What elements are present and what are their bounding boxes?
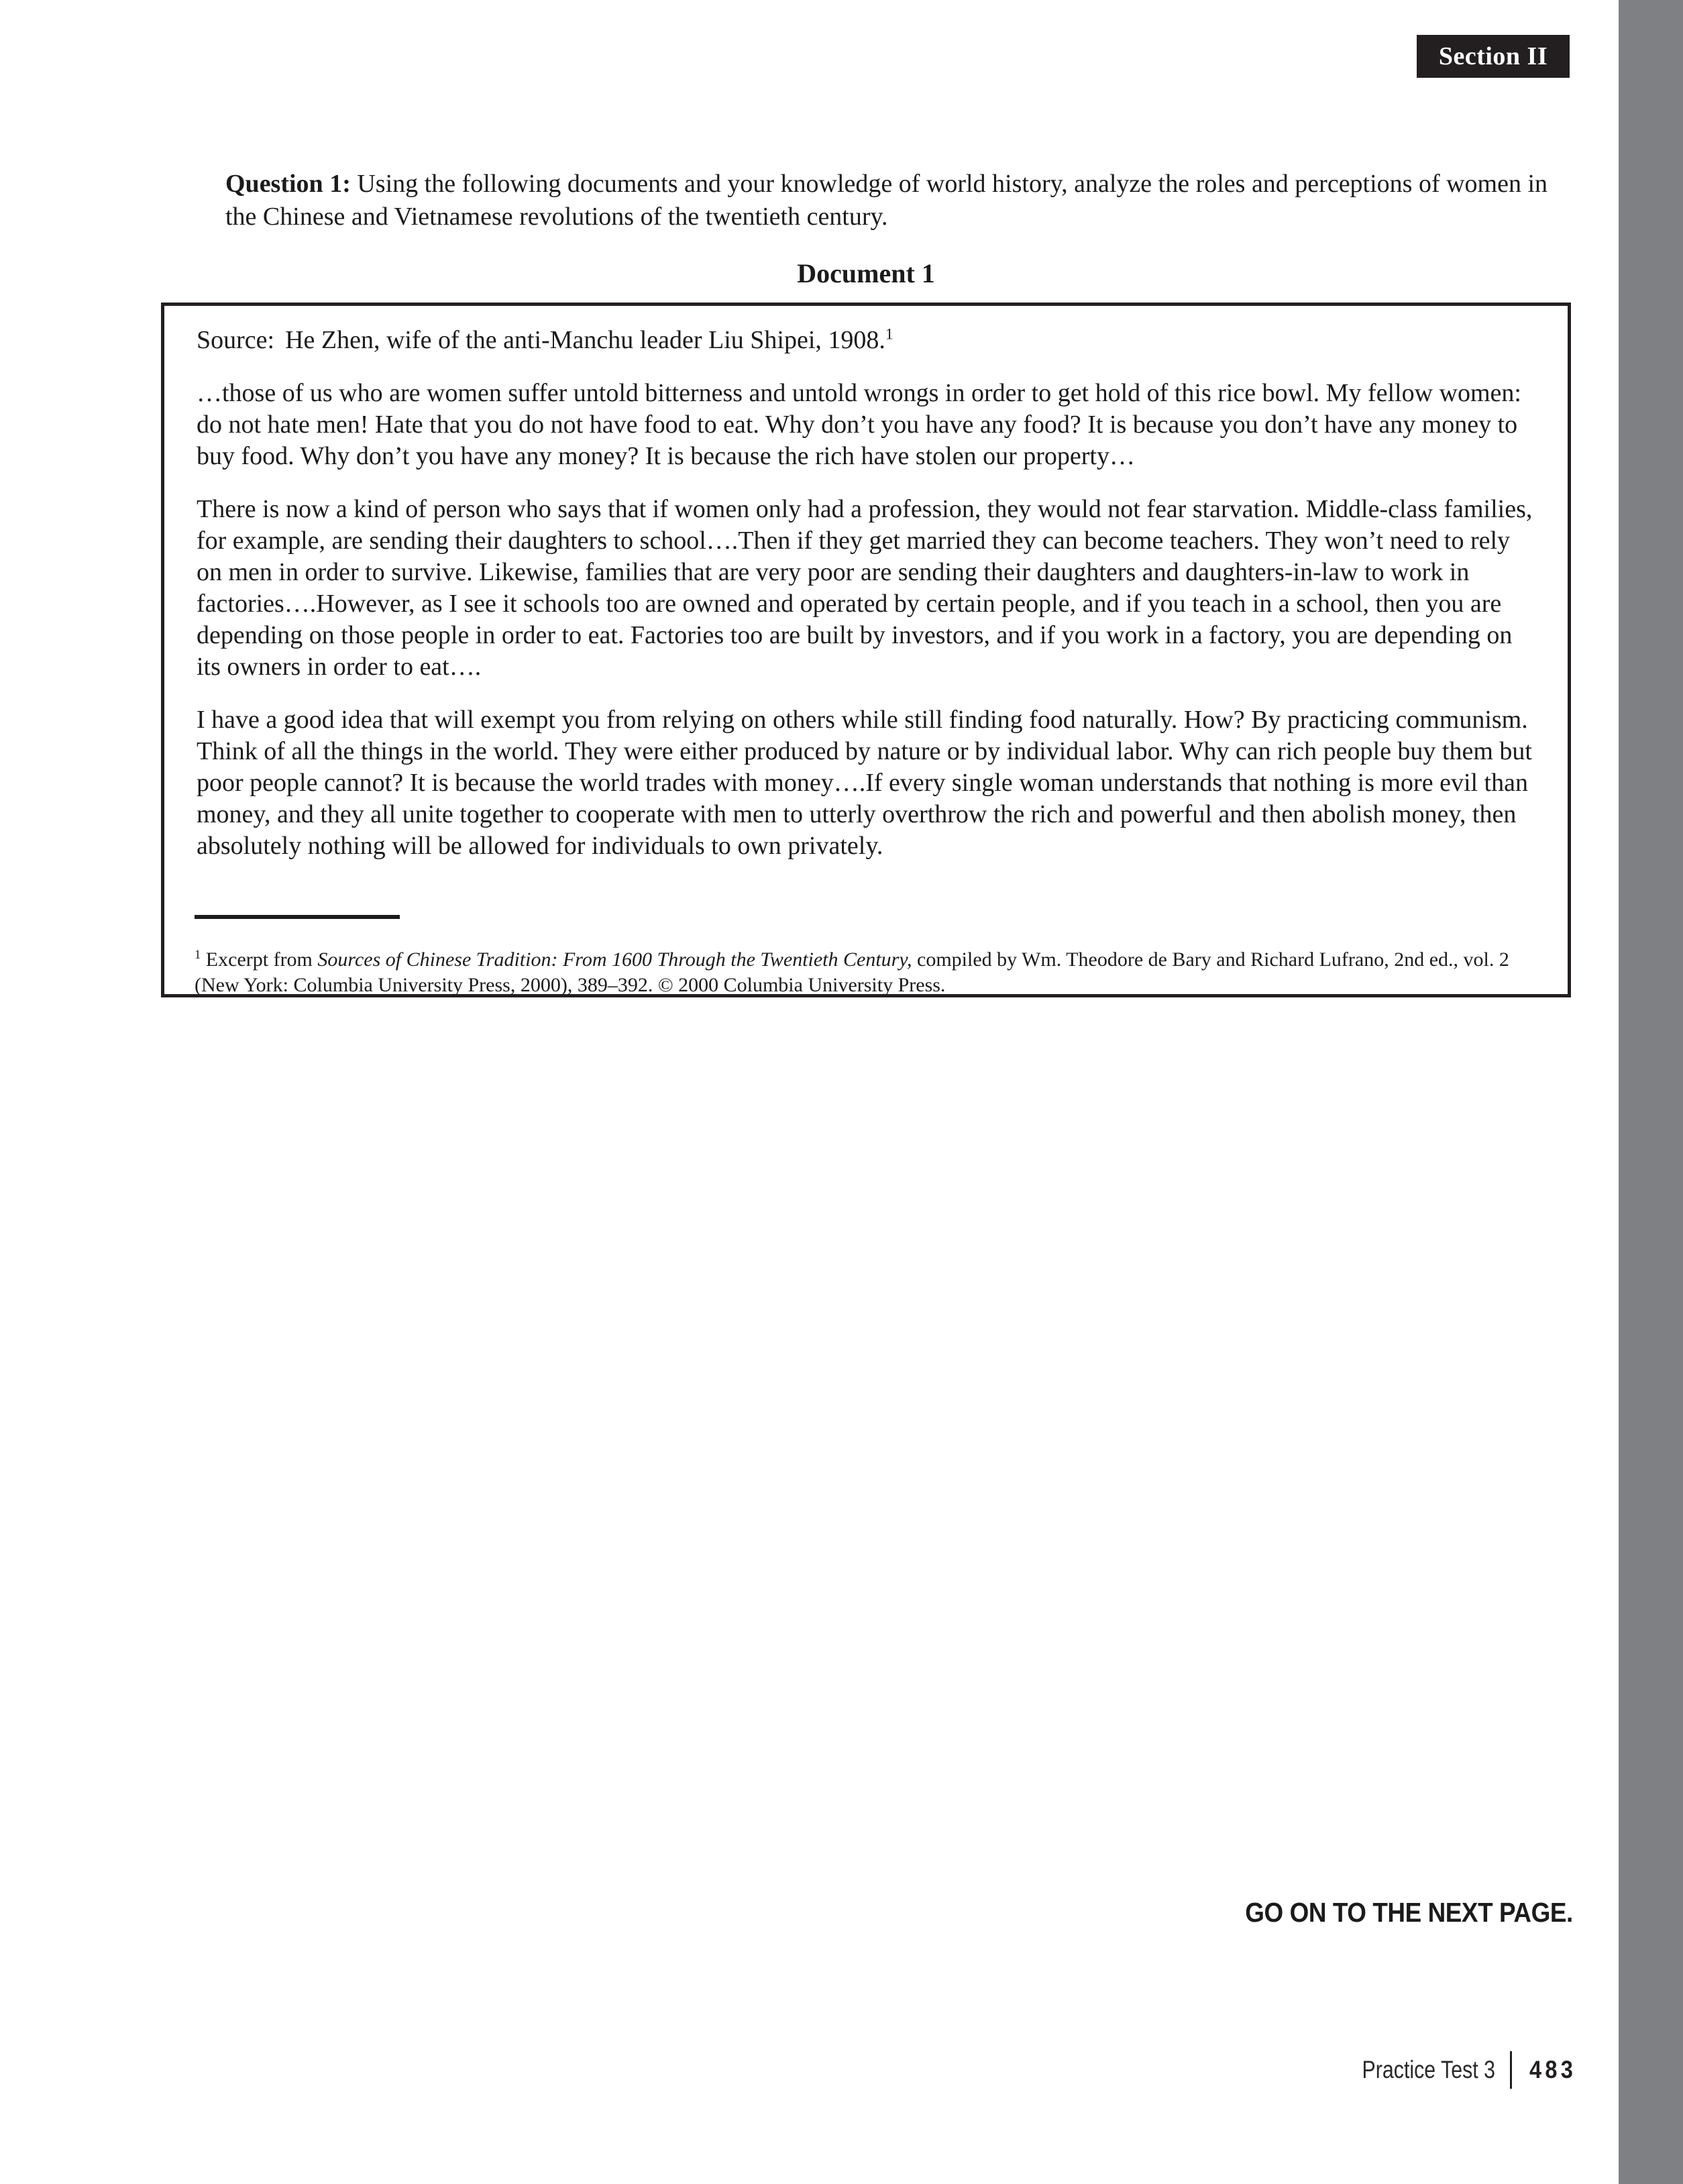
section-badge (1417, 35, 1570, 78)
document-heading: Document 1 (797, 258, 935, 288)
footnote-divider (195, 915, 400, 919)
footnote-ref: 1 (195, 948, 201, 962)
question-prompt (225, 168, 1564, 233)
source-text: He Zhen, wife of the anti-Manchu leader Liu Shipei, 1908. (285, 326, 885, 354)
source-label: Source: (197, 326, 275, 354)
footnote (195, 947, 1529, 998)
footer-test-label: Practice Test 3 (1362, 2056, 1496, 2083)
footnote-post-text: compiled by Wm. Theodore de Bary and Richard Lufrano, 2nd ed., vol. 2 (New York: Columbia University Press, 2000), 389–392. © 2000 Columbia University Press. (195, 948, 1509, 996)
document-paragraph-3: I have a good idea that will exempt you from relying on others while still finding food naturally. How? By practicing communism. Think of all the things in the world. They were either produced by nature or by individual labor. Why can rich people buy them but poor people cannot? It is because the world trades with money….If every single woman understands that nothing is more evil than money, and they all unite together to cooperate with men to utterly overthrow the rich and powerful and then abolish money, then absolutely nothing will be allowed for individuals to own privately. (197, 706, 1532, 860)
page-edge-band (1619, 0, 1683, 2184)
source-line (197, 325, 1534, 356)
footnote-pre-text: Excerpt from (201, 948, 318, 971)
question-text: Using the following documents and your knowledge of world history, analyze the roles and perceptions of women in the Chinese and Vietnamese revolutions of the twentieth century. (225, 170, 1548, 231)
section-badge-label: Section II (1438, 42, 1548, 70)
footer-divider (1510, 2051, 1512, 2089)
go-on-instruction: GO ON TO THE NEXT PAGE. (1245, 1897, 1573, 1928)
document-box (161, 303, 1571, 997)
source-footnote-ref: 1 (885, 325, 893, 343)
page-footer (1333, 2051, 1583, 2089)
question-number-label: Question 1: (225, 170, 351, 198)
document-paragraph-1: …those of us who are women suffer untold bitterness and untold wrongs in order to get hold of this rice bowl. My fellow women: do not hate men! Hate that you do not have food to eat. Why don’t you have any food? It is because you don’t have any money to buy food. Why don’t you have any money? It is because the rich have stolen our property… (197, 379, 1521, 470)
document-body (164, 306, 1568, 862)
document-paragraph-2: There is now a kind of person who says that if women only had a profession, they would not fear starvation. Middle-class families, for example, are sending their daughters to school….Then if they get married they can become teachers. They won’t need to rely on men in order to survive. Likewise, families that are very poor are sending their daughters and daughters-in-law to work in factories….However, as I see it schools too are owned and operated by certain people, and if you teach in a school, then you are depending on those people in order to eat. Factories too are built by investors, and if you work in a factory, you are depending on its owners in order to eat…. (197, 495, 1533, 681)
footnote-book-title: Sources of Chinese Tradition: From 1600 Through the Twentieth Century, (317, 948, 912, 971)
footer-page-number: 483 (1529, 2056, 1577, 2083)
